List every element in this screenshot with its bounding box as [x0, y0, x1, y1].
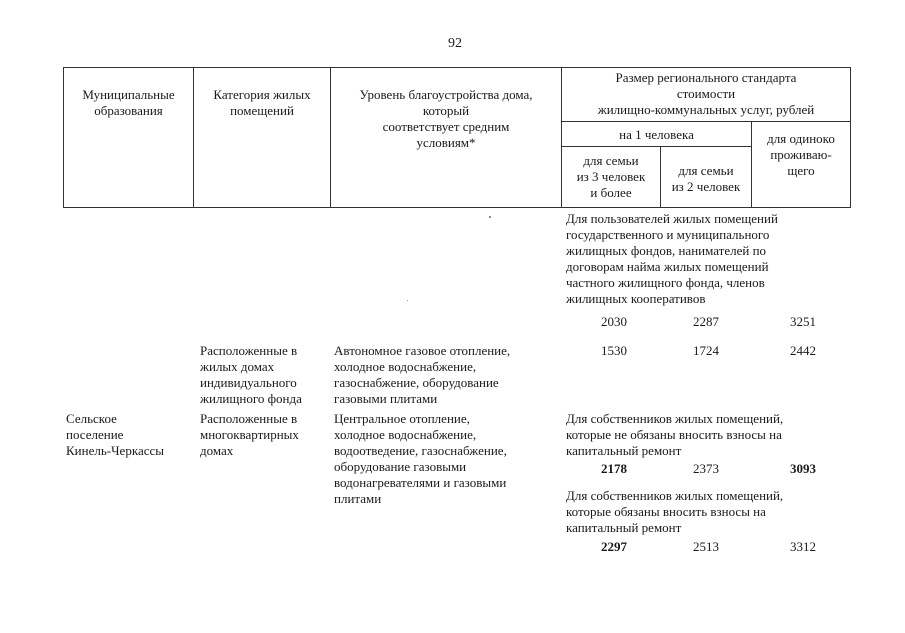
scan-speck	[489, 216, 491, 218]
page-number: 92	[448, 36, 462, 51]
owners-fee-value-family3: 2297	[601, 539, 627, 554]
header-single-resident: для одиноко проживаю- щего	[767, 131, 835, 178]
apartment-housing-amenity: Центральное отопление, холодное водоснабжение, водоотведение, газоснабжение, оборудование газовыми водонагревателями и газовыми плитами	[334, 411, 507, 506]
owners-no-fee-value-family3: 2178	[601, 461, 627, 476]
scan-speck	[407, 300, 408, 301]
header-housing-category: Категория жилых помещений	[213, 87, 311, 118]
header-family-3: для семьи из 3 человек и более	[576, 153, 646, 200]
individual-housing-amenity: Автономное газовое отопление, холодное водоснабжение, газоснабжение, оборудование газовыми плитами	[334, 343, 511, 406]
individual-value-single: 2442	[790, 343, 816, 358]
owners-fee-value-family2: 2513	[693, 539, 719, 554]
individual-value-family3: 1530	[601, 343, 627, 358]
municipality-name: Сельское поселение Кинель-Черкассы	[66, 411, 164, 458]
tenants-value-family3: 2030	[601, 314, 627, 329]
tenants-section-title: Для пользователей жилых помещений государственного и муниципального жилищных фондов, нанимателей по договорам найма жилых помещений частного жилищного фонда, членов жилищных кооперативов	[566, 211, 778, 306]
tenants-value-single: 3251	[790, 314, 816, 329]
header-amenity-level: Уровень благоустройства дома, который соответствует средним условиям*	[359, 87, 533, 150]
header-standard-size: Размер регионального стандарта стоимости жилищно-коммунальных услуг, рублей	[597, 70, 815, 117]
individual-value-family2: 1724	[693, 343, 719, 358]
owners-no-fee-title: Для собственников жилых помещений, которые не обязаны вносить взносы на капитальный ремонт	[566, 411, 784, 458]
tenants-value-family2: 2287	[693, 314, 719, 329]
owners-no-fee-value-single: 3093	[790, 461, 816, 476]
header-family-2: для семьи из 2 человек	[671, 163, 741, 194]
header-municipalities: Муниципальные образования	[82, 87, 175, 118]
owners-fee-value-single: 3312	[790, 539, 816, 554]
individual-housing-category: Расположенные в жилых домах индивидуального жилищного фонда	[200, 343, 302, 406]
owners-no-fee-value-family2: 2373	[693, 461, 719, 476]
owners-fee-title: Для собственников жилых помещений, которые обязаны вносить взносы на капитальный ремонт	[566, 488, 784, 535]
apartment-housing-category: Расположенные в многоквартирных домах	[200, 411, 299, 458]
header-per-person: на 1 человека	[619, 127, 694, 142]
